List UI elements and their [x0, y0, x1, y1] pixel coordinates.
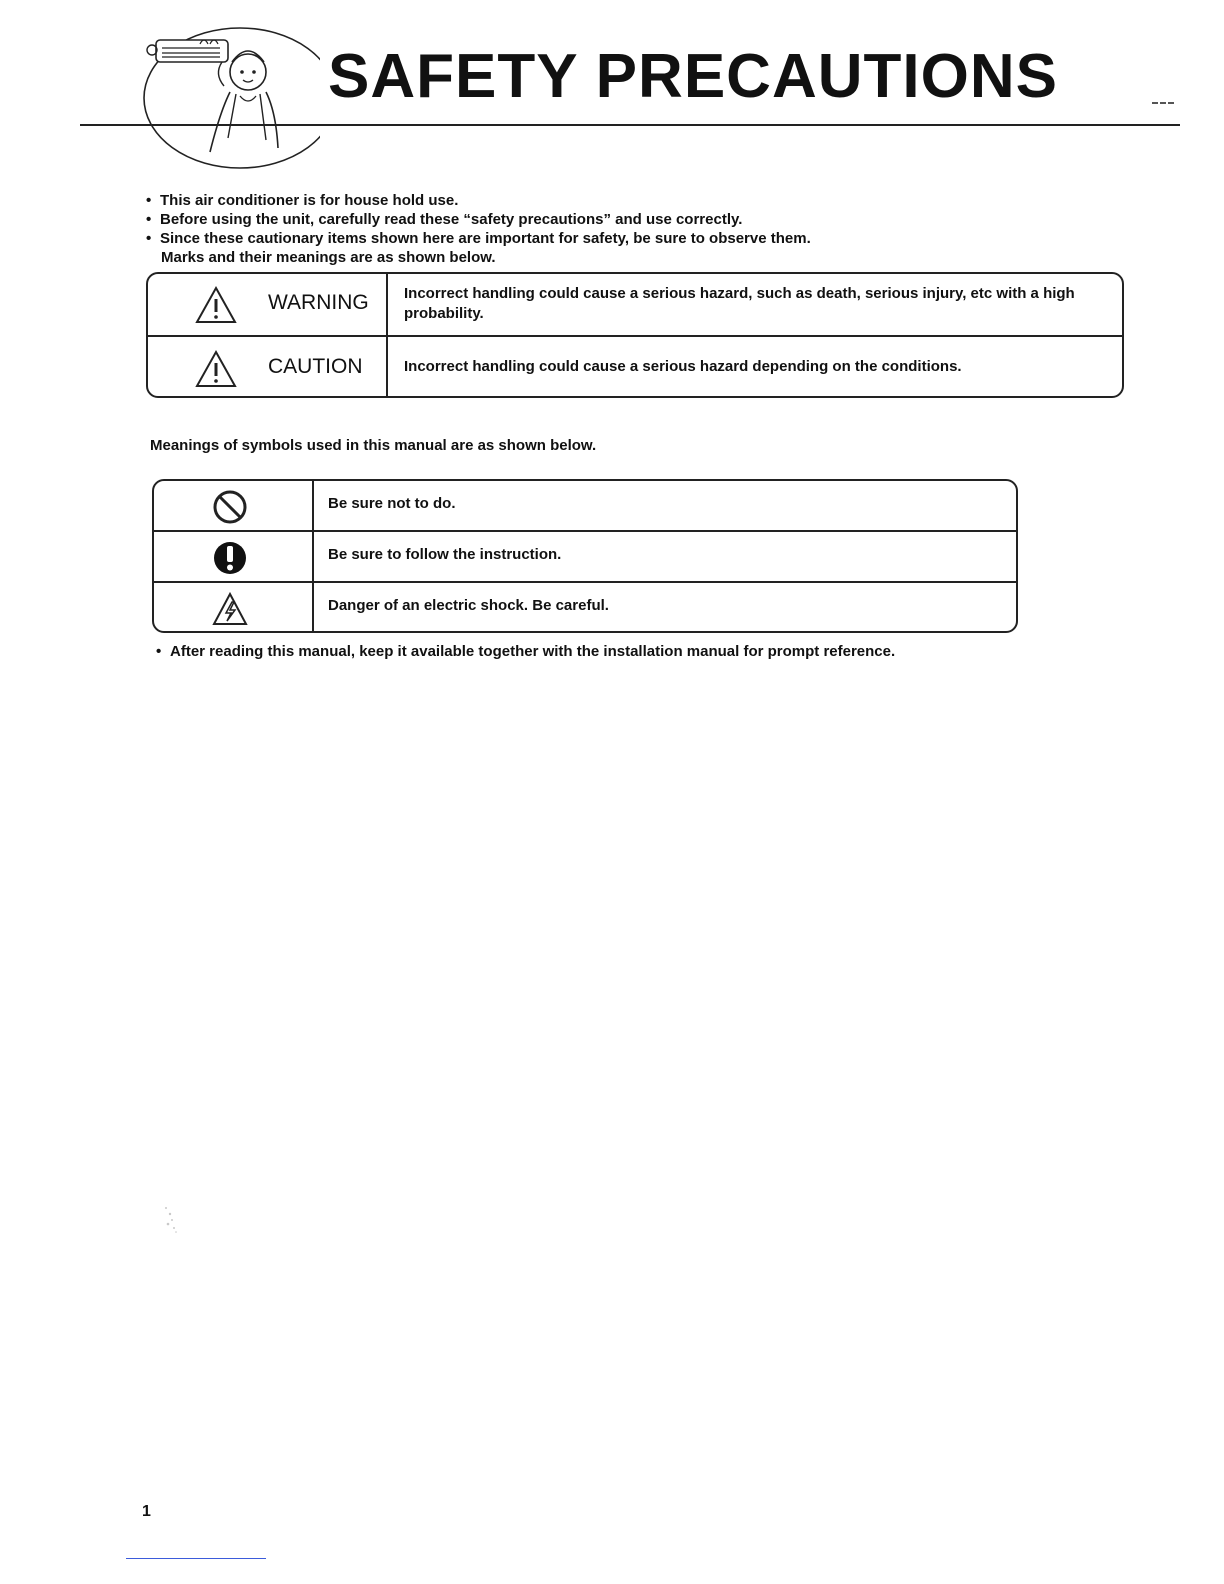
symbols-intro: Meanings of symbols used in this manual are as shown below.	[150, 437, 597, 454]
intro-line: • This air conditioner is for house hold use.	[146, 192, 459, 209]
warning-triangle-icon	[194, 285, 238, 325]
intro-text	[146, 191, 811, 267]
marks-note: Marks and their meanings are as shown below.	[161, 249, 496, 266]
column-divider	[386, 337, 388, 398]
symbol-description: Be sure to follow the instruction.	[328, 546, 562, 563]
column-divider	[312, 532, 314, 581]
caution-label: CAUTION	[268, 355, 363, 378]
warning-description: Incorrect handling could cause a serious hazard, such as death, serious injury, etc with a high probability.	[404, 285, 1075, 322]
prohibited-icon	[212, 489, 248, 525]
header-rule	[80, 124, 1180, 126]
caution-triangle-icon	[194, 349, 238, 389]
symbol-row-electric-shock	[154, 583, 1016, 633]
page-title: SAFETY PRECAUTIONS	[328, 42, 1058, 111]
marks-row-warning	[148, 274, 1122, 337]
scan-mark	[1152, 102, 1174, 106]
mandatory-exclamation-icon	[212, 540, 248, 576]
symbol-row-mandatory	[154, 532, 1016, 583]
symbol-row-prohibited	[154, 481, 1016, 532]
column-divider	[312, 481, 314, 530]
column-divider	[386, 274, 388, 335]
scan-smudge	[160, 1202, 180, 1236]
page-number: 1	[142, 1503, 151, 1520]
electric-shock-icon	[212, 591, 248, 627]
caution-description: Incorrect handling could cause a serious hazard depending on the conditions.	[404, 358, 962, 375]
symbol-description: Be sure not to do.	[328, 495, 456, 512]
intro-line: • Since these cautionary items shown here are important for safety, be sure to observe them.	[146, 230, 811, 247]
warning-label: WARNING	[268, 291, 369, 314]
intro-line: • Before using the unit, carefully read these “safety precautions” and use correctly.	[146, 211, 743, 228]
marks-row-caution	[148, 337, 1122, 398]
marks-table	[146, 272, 1124, 398]
air-conditioner-person-illustration	[140, 22, 320, 172]
footer-line	[126, 1558, 266, 1559]
symbol-description: Danger of an electric shock. Be careful.	[328, 597, 609, 614]
symbols-table	[152, 479, 1018, 633]
column-divider	[312, 583, 314, 633]
after-reading-note: • After reading this manual, keep it available together with the installation manual for prompt reference.	[156, 643, 896, 660]
